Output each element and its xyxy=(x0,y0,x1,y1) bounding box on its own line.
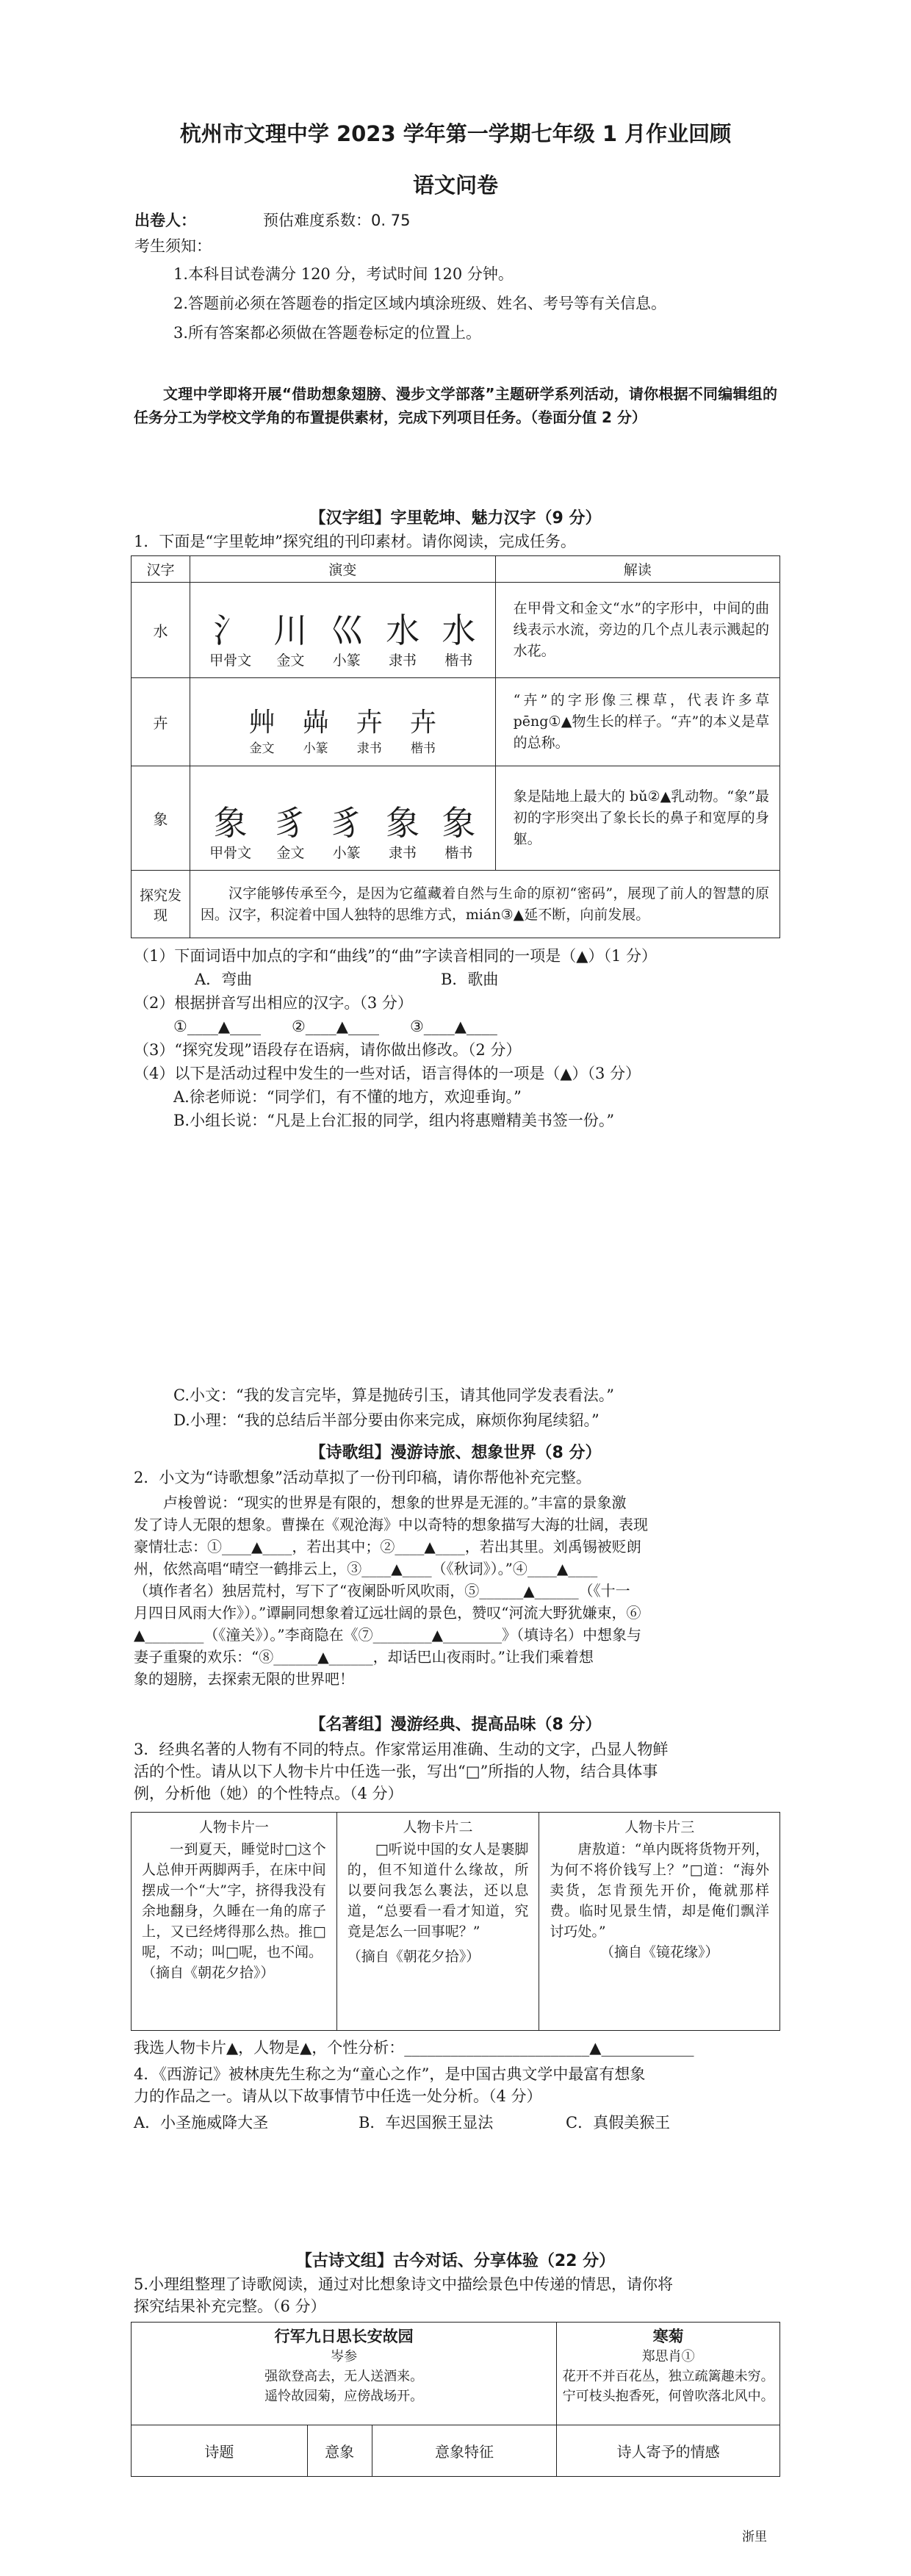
glyph-evolution xyxy=(191,707,494,758)
question-1-2: （2）根据拼音写出相应的汉字。（3 分） xyxy=(134,994,413,1012)
table-header-row xyxy=(132,556,780,583)
discover-text: 汉字能够传承至今，是因为它蕴藏着自然与生命的原初“密码”，展现了前人的智慧的原因。汉字，积淀着中国人独特的思维方式，mián③▲延不断，向前发展。 xyxy=(190,871,779,938)
table-header: 诗人寄予的情感 xyxy=(557,2425,780,2477)
notice-title: 考生须知： xyxy=(134,237,212,255)
table-header: 意象 xyxy=(307,2425,372,2477)
passage-line: 发了诗人无限的想象。曹操在《观沧海》中以奇特的想象描写大海的壮阔，表现 xyxy=(134,1516,648,1533)
character-card xyxy=(336,1813,539,2031)
notice-item: 2.答题前必须在答题卷的指定区域内填涂班级、姓名、考号等有关信息。 xyxy=(173,295,667,312)
card-source: （摘自《朝花夕拾》） xyxy=(142,1965,275,1981)
glyph-item: 豸 金文 xyxy=(273,803,308,861)
question-2-intro: 2．小文为“诗歌想象”活动草拟了一份刊印稿，请你帮他补充完整。 xyxy=(134,1469,591,1486)
glyph-item: 卉 隶书 xyxy=(356,708,383,756)
poem-block xyxy=(132,2323,557,2425)
question-2-passage xyxy=(134,1492,780,1690)
answer-blanks: ①____▲____ ②____▲____ ③____▲____ xyxy=(173,1018,497,1035)
hanzi-char: 水 xyxy=(132,583,190,678)
glyph-item: 川 金文 xyxy=(273,611,308,669)
option-b: B．歌曲 xyxy=(441,971,499,988)
passage-line: 豪情壮志：①____▲____，若出其中；②____▲____，若出其里。刘禹锡被贬朗 xyxy=(134,1538,641,1555)
poem-table xyxy=(131,2322,780,2477)
passage-line: ▲________（《潼关》）。”李商隐在《⑦________▲________》（填诗名）中想象与 xyxy=(134,1626,641,1644)
notice-item: 1.本科目试卷满分 120 分，考试时间 120 分钟。 xyxy=(173,265,514,283)
section-heading-classical: 【古诗文组】古今对话、分享体验（22 分） xyxy=(295,2252,616,2270)
glyph-item: 象 甲骨文 xyxy=(209,803,252,861)
passage-line: （填作者名）独居荒村，写下了“夜阑卧听风吹雨，⑤______▲______（《十一 xyxy=(134,1582,630,1600)
glyph-explanation: “卉”的字形像三棵草，代表许多草 pēng①▲物生长的样子。“卉”的本义是草的总称。 xyxy=(495,678,779,766)
character-card xyxy=(132,1813,337,2031)
question-line: 例，分析他（她）的个性特点。（4 分） xyxy=(134,1785,403,1802)
poem-author: 岑参 xyxy=(331,2349,358,2364)
character-card xyxy=(539,1813,780,2031)
question-1-1: （1）下面词语中加点的字和“曲线”的“曲”字读音相同的一项是（▲）（1 分） xyxy=(134,947,657,965)
page-subtitle: 语文问卷 xyxy=(412,173,498,198)
notice-item: 3.所有答案都必须做在答题卷标定的位置上。 xyxy=(173,324,482,342)
option-a: A．小圣施威降大圣 xyxy=(134,2114,269,2131)
option-c: C．真假美猴王 xyxy=(566,2114,671,2131)
option-b: B.小组长说：“凡是上台汇报的同学，组内将惠赠精美书签一份。” xyxy=(173,1112,615,1129)
glyph-explanation: 象是陆地上最大的 bǔ②▲乳动物。“象”最初的字形突出了象长长的鼻子和宽厚的身躯。 xyxy=(495,766,779,871)
character-cards xyxy=(131,1812,780,2031)
passage-line: 州，依然高唱“晴空一鹤排云上，③____▲____（《秋词》）。”④____▲____ xyxy=(134,1560,598,1577)
card-text: 唐敖道：“单内既将货物开列，为何不将价钱写上？”□道：“海外卖货，怎肯预先开价，俺就那样费。临时见景生情，却是俺们飘洋讨巧处。” xyxy=(550,1841,769,1940)
glyph-evolution xyxy=(191,610,494,670)
glyph-explanation: 在甲骨文和金文“水”的字形中，中间的曲线表示水流，旁边的几个点儿表示溅起的水花。 xyxy=(495,583,779,678)
poem-block xyxy=(557,2323,780,2425)
page-title: 杭州市文理中学 2023 学年第一学期七年级 1 月作业回顾 xyxy=(179,121,732,146)
author-label: 出卷人： xyxy=(134,212,196,229)
table-header: 演变 xyxy=(190,556,495,583)
poem-line: 宁可枝头抱香死，何曾吹落北风中。 xyxy=(562,2389,774,2404)
question-3-answer: 我选人物卡片▲，人物是▲，个性分析：________________________▲____________ xyxy=(134,2039,694,2057)
question-line: 力的作品之一。请从以下故事情节中任选一处分析。（4 分） xyxy=(134,2087,542,2105)
table-header: 解读 xyxy=(495,556,779,583)
section-heading-hanzi: 【汉字组】字里乾坤、魅力汉字（9 分） xyxy=(309,509,602,528)
table-row xyxy=(132,583,780,678)
card-title: 人物卡片三 xyxy=(624,1819,695,1835)
poem-line: 花开不并百花丛，独立疏篱趣未穷。 xyxy=(562,2369,774,2384)
glyph-item: 水 楷书 xyxy=(442,611,476,669)
glyph-item: 芔 小篆 xyxy=(302,708,329,756)
table-row xyxy=(132,678,780,766)
poem-title: 寒菊 xyxy=(652,2328,684,2345)
glyph-item: 象 楷书 xyxy=(442,803,476,861)
discover-label: 探究发现 xyxy=(132,871,190,938)
question-1-intro: 1．下面是“字里乾坤”探究组的刊印素材。请你阅读，完成任务。 xyxy=(134,533,576,550)
card-title: 人物卡片二 xyxy=(403,1819,473,1835)
question-1-4: （4）以下是活动过程中发生的一些对话，语言得体的一项是（▲）（3 分） xyxy=(134,1065,641,1082)
glyph-item: 象 隶书 xyxy=(386,803,420,861)
question-line: 5.小理组整理了诗歌阅读，通过对比想象诗文中描绘景色中传递的情思，请你将 xyxy=(134,2275,674,2293)
option-a: A．弯曲 xyxy=(195,971,253,988)
question-line: 3．经典名著的人物有不同的特点。作家常运用准确、生动的文字，凸显人物鲜 xyxy=(134,1741,669,1758)
table-row xyxy=(132,766,780,871)
table-header: 汉字 xyxy=(132,556,190,583)
card-source: （摘自《朝花夕拾》） xyxy=(347,1949,480,1965)
table-row xyxy=(132,871,780,938)
intro-paragraph: 文理中学即将开展“借助想象翅膀、漫步文学部落”主题研学系列活动，请你根据不同编辑组的任务分工为学校文学角的布置提供素材，完成下列项目任务。（卷面分值 2 分） xyxy=(134,385,777,426)
option-a: A.徐老师说：“同学们，有不懂的地方，欢迎垂询。” xyxy=(173,1088,522,1106)
difficulty-label: 预估难度系数：0. 75 xyxy=(263,212,411,229)
section-heading-classics: 【名著组】漫游经典、提高品味（8 分） xyxy=(309,1716,602,1734)
question-5-intro xyxy=(134,2273,673,2317)
card-source: （摘自《镜花缘》） xyxy=(599,1944,719,1960)
poem-line: 强欲登高去，无人送酒来。 xyxy=(264,2369,424,2384)
table-header: 诗题 xyxy=(132,2425,308,2477)
section-heading-poetry: 【诗歌组】漫游诗旅、想象世界（8 分） xyxy=(309,1444,602,1462)
card-title: 人物卡片一 xyxy=(198,1819,269,1835)
question-4 xyxy=(134,2063,645,2107)
passage-line: 象的翅膀，去探索无限的世界吧！ xyxy=(134,1670,354,1688)
question-line: 4．《西游记》被林庚先生称之为“童心之作”，是中国古典文学中最富有想象 xyxy=(134,2065,646,2083)
passage-line: 卢梭曾说：“现实的世界是有限的，想象的世界是无涯的。”丰富的景象激 xyxy=(163,1494,627,1511)
hanzi-table xyxy=(131,555,780,938)
question-1-3: （3）“探究发现”语段存在语病，请你做出修改。（2 分） xyxy=(134,1041,522,1059)
poem-author: 郑思肖① xyxy=(641,2349,695,2364)
glyph-item: 卉 楷书 xyxy=(409,708,436,756)
question-3-intro xyxy=(134,1738,668,1805)
glyph-item: 氵 甲骨文 xyxy=(209,611,252,669)
question-line: 探究结果补充完整。（6 分） xyxy=(134,2298,326,2315)
poem-title: 行军九日思长安故园 xyxy=(274,2328,414,2345)
glyph-item: 巛 小篆 xyxy=(329,611,364,669)
glyph-item: 豸 小篆 xyxy=(329,803,364,861)
card-text: □听说中国的女人是裹脚的，但不知道什么缘故，所以要问我怎么裹法，还以息道，“总要看一看才知道，究竟是怎么一回事呢？” xyxy=(347,1841,529,1940)
poem-line: 遥怜故园菊，应傍战场开。 xyxy=(264,2389,424,2404)
table-header: 意象特征 xyxy=(372,2425,557,2477)
option-d: D.小理：“我的总结后半部分要由你来完成，麻烦你狗尾续貂。” xyxy=(173,1411,599,1429)
glyph-item: 艸 金文 xyxy=(248,708,276,756)
hanzi-char: 卉 xyxy=(132,678,190,766)
table-header-row xyxy=(132,2425,780,2477)
option-c: C.小文：“我的发言完毕，算是抛砖引玉，请其他同学发表看法。” xyxy=(173,1386,614,1404)
question-line: 活的个性。请从以下人物卡片中任选一张，写出“□”所指的人物，结合具体事 xyxy=(134,1763,658,1780)
passage-line: 月四日风雨大作》）。”谭嗣同想象着辽远壮阔的景色，赞叹“河流大野犹嫌束，⑥ xyxy=(134,1604,641,1622)
glyph-item: 水 隶书 xyxy=(386,611,420,669)
option-b: B．车迟国猴王显法 xyxy=(359,2114,494,2131)
hanzi-char: 象 xyxy=(132,766,190,871)
glyph-evolution xyxy=(191,802,494,863)
passage-line: 妻子重聚的欢乐：“⑧______▲______，却话巴山夜雨时。”让我们乘着想 xyxy=(134,1648,594,1666)
footer-mark: 浙里 xyxy=(742,2530,767,2544)
card-text: 一到夏天，睡觉时□这个人总伸开两脚两手，在床中间摆成一个“大”字，挤得我没有余地翻身，久睡在一角的席子上，又已经烤得那么热。推□呢，不动；叫□呢，也不闻。 xyxy=(142,1841,326,1960)
